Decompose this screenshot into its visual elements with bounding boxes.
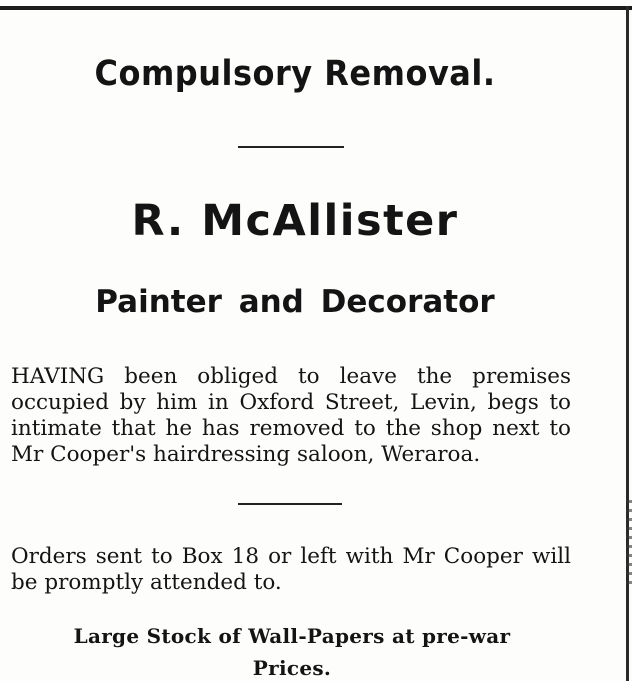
orders-notice: Orders sent to Box 18 or left with Mr Cooper will be promptly attended to. [11,544,571,595]
stock-notice [0,620,584,684]
stock-notice-line: Prices. [252,656,332,680]
stock-notice-line: Large Stock of Wall-Papers at pre-war [73,624,511,648]
divider-rule [238,503,342,505]
top-border-rule [0,6,632,10]
page-edge-marks [626,500,632,590]
divider-rule [238,146,344,148]
removal-notice: HAVING been obliged to leave the premises occupied by him in Oxford Street, Levin, begs to intimate that he has removed to the shop next to Mr Cooper's hairdressing saloon, Weraroa. [11,364,571,467]
advertiser-trade: Painter and Decorator [95,284,495,320]
advertiser-name: R. McAllister [131,196,459,246]
ad-title: Compulsory Removal. [94,52,496,94]
